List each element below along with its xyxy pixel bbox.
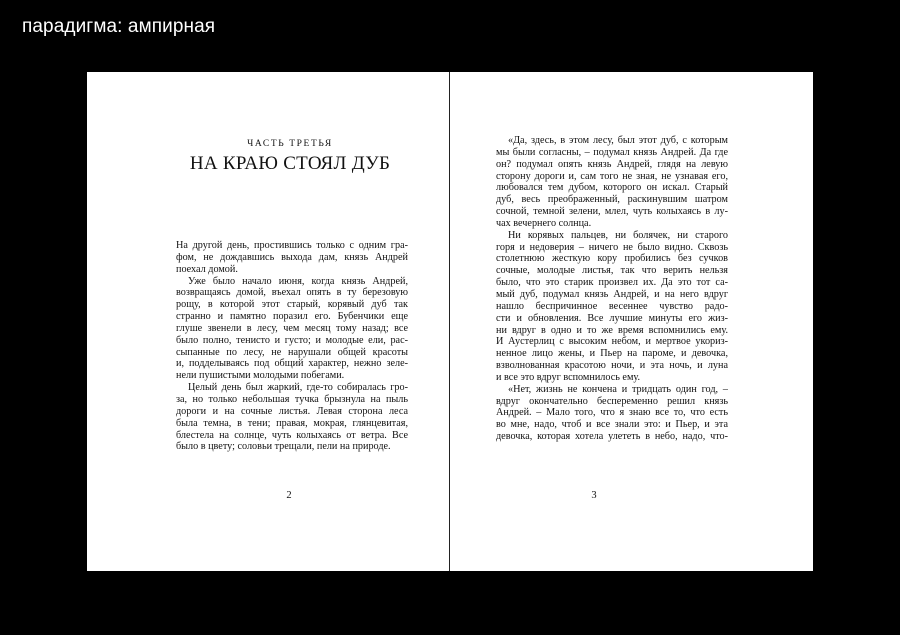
text-line: мый дуб, подумал князь Андрей, и на него вдруг [496,288,728,300]
text-line: рощу, в которой этот старый, корявый дуб так [176,299,408,311]
text-line: На другой день, простившись только с одним гра- [176,240,408,251]
text-line: «Нет, жизнь не кончена и тридцать один год, – [508,383,728,395]
right-page [450,72,813,571]
text-line: любовался тем дубом, которого он искал. Старый [496,182,728,194]
text-line: ненное лицо жены, и Пьер на пароме, и девочка, [496,348,728,360]
text-line: глуше звенели в лесу, чем месяц тому назад; все [176,322,408,334]
text-line: он? подумал опять князь Андрей, глядя на левую [496,158,728,170]
slide-label: парадигма: ампирная [22,16,216,37]
text-line: сыпанные по лесу, не нарушали общей красоты [176,346,408,358]
text-line: вдруг окончательно беспеременно решил князь [496,395,728,407]
text-line: сочные, молодые листья, так что верить нельзя [496,265,728,277]
left-page [87,72,449,571]
text-line: ни вдруг в одно и то же время вспомнились ему. [496,324,728,336]
text-line: было полно, тенисто и густо; и молодые ели, рас- [176,334,408,346]
page-number-right: 3 [591,490,597,501]
text-line: чах вечернего солнца. [496,217,592,229]
text-line: и все это вдруг вспомнилось ему. [496,371,641,383]
text-line: дуб, весь преображенный, раскинувшим шатром [496,194,728,206]
text-line: сти и обновления. Все лучшие минуты его жиз- [496,312,728,324]
text-line: Андрей. – Мало того, что я знаю все то, что есть [496,407,728,419]
text-line: нашло беспричинное весеннее чувство радо- [496,300,728,312]
chapter-title: НА КРАЮ СТОЯЛ ДУБ [189,153,391,174]
text-line: Ни корявых пальцев, ни болячек, ни старого [508,229,728,241]
page-number-left: 2 [286,490,292,501]
text-line: фом, не дождавшись выхода дам, князь Андрей [176,251,408,263]
text-line: странно и памятно поразил его. Бубенчики еще [176,311,408,323]
text-line: блестела на солнце, чуть колыхаясь от ветра. Все [176,429,408,441]
text-line: во мне, надо, чтоб и все знали это: и Пьер, и эта [496,419,728,431]
right-page-text [496,135,728,443]
text-line: возвращаясь домой, въехал опять в ту березовую [176,287,408,299]
text-line: «Да, здесь, в этом лесу, был этот дуб, с которым [508,135,728,146]
text-line: была темна, в тени; правая, мокрая, глянцевитая, [176,417,408,429]
text-line: взволнованная красотою ночи, и эта ночь, и луна [496,360,728,372]
text-line: за, но только небольшая тучка брызнула на пыль [176,393,408,405]
text-line: и, подделываясь под общий характер, нежно зеле- [176,358,408,370]
text-line: Уже было начало июня, когда князь Андрей, [188,275,408,287]
text-line: девочка, которая хотела улететь в небо, надо, что- [496,431,728,443]
left-page-text [176,240,408,453]
text-line: поехал домой. [176,263,238,275]
text-line: сторону дороги и, сам того не зная, не узнавая его, [496,170,728,182]
text-line: было, что это старик произвел их. Да это тот са- [496,277,728,289]
text-line: было в цвету; соловьи трещали, пели на природе. [176,441,391,453]
text-line: нели пушистыми молодыми побегами. [176,370,345,382]
text-line: И Аустерлиц с высоким небом, и мертвое укориз- [496,336,728,348]
text-line: дороги и на сочные листья. Левая сторона леса [176,405,408,417]
book-spread [87,72,813,571]
part-label: ЧАСТЬ ТРЕТЬЯ [247,139,333,149]
text-line: Целый день был жаркий, где-то собиралась гро- [188,382,408,394]
text-line: сочной, темной зелени, млел, чуть колыхаясь в лу- [496,206,728,218]
text-line: столетнюю жесткую кору пробились без сучков [496,253,728,265]
text-line: горя и недоверия – ничего не было видно. Сквозь [496,241,728,253]
text-line: мы были согласны, – подумал князь Андрей. Да где [496,146,728,158]
